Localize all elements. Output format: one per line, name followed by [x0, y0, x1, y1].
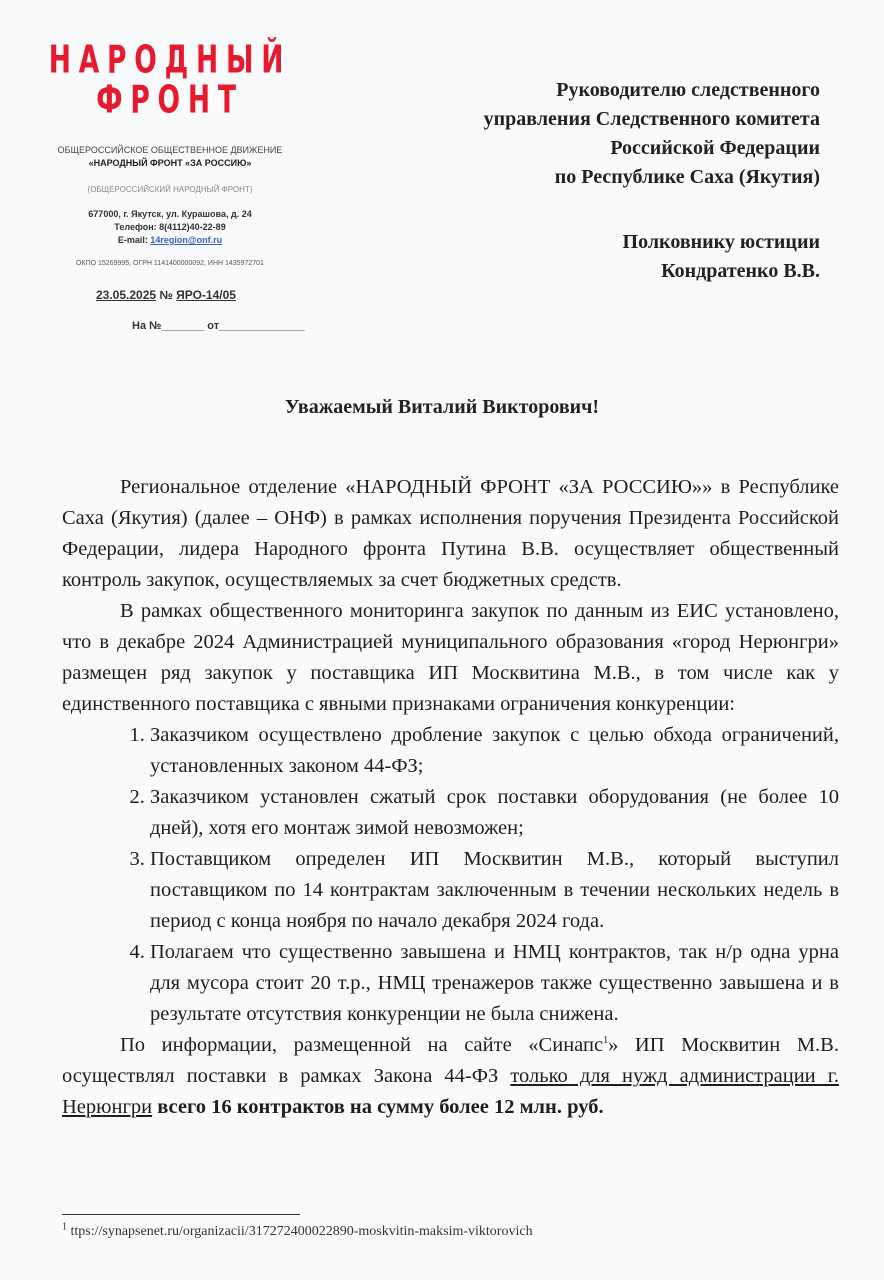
number-sign: №: [156, 288, 177, 302]
footnote-text: ttps://synapsenet.ru/organizacii/317272400022890-moskvitin-maksim-viktorovich: [67, 1224, 533, 1239]
onf-logo: [37, 37, 302, 123]
org-registry-codes: ОКПО 15269995, ОГРН 1141400000092, ИНН 1435972701: [76, 260, 264, 267]
letter-body: [62, 472, 839, 1123]
footnote-mark: 1: [62, 1221, 67, 1233]
addressee-line: управления Следственного комитета: [483, 108, 820, 130]
letterhead-org-info: [0, 144, 340, 269]
list-item: 1. Заказчиком осуществлено дробление закупок с целью обхода ограничений, установленных законом 44-ФЗ;: [150, 720, 839, 782]
list-item: 2. Заказчиком установлен сжатый срок поставки оборудования (не более 10 дней), хотя его монтаж зимой невозможен;: [150, 782, 839, 844]
org-address: 677000, г. Якутск, ул. Курашова, д. 24: [88, 209, 252, 219]
reply-reference-line: На №_______ от______________: [132, 320, 305, 332]
email-label: E-mail:: [117, 235, 151, 245]
addressee-name: Кондратенко В.В.: [661, 260, 820, 282]
org-email-line: [0, 234, 340, 247]
list-item: 4. Полагаем что существенно завышена и НМЦ контрактов, так н/р одна урна для мусора стоит 20 т.р., НМЦ тренажеров также существенно завышена и в результате отсутствия конкуренции не была снижена.: [150, 937, 839, 1030]
logo-line-1: НАРОДНЫЙ: [48, 37, 292, 83]
p3-underlined: только для нужд администрации г. Нерюнгри: [62, 1065, 839, 1118]
logo-line-2: ФРОНТ: [96, 77, 244, 123]
list-item: 3. Поставщиком определен ИП Москвитин М.В., который выступил поставщиком по 14 контрактам заключенным в течении нескольких недель в период с конца ноября по начало декабря 2024 года.: [150, 844, 839, 937]
findings-list: [62, 720, 839, 1030]
addressee-rank: Полковнику юстиции: [622, 231, 820, 253]
letter-number: ЯРО-14/05: [176, 288, 236, 302]
org-type: ОБЩЕРОССИЙСКОЕ ОБЩЕСТВЕННОЕ ДВИЖЕНИЕ: [57, 145, 283, 155]
outgoing-reg-number: [96, 288, 236, 302]
footnote-separator: [62, 1214, 300, 1215]
addressee-line: по Республике Саха (Якутия): [554, 166, 820, 188]
addressee-line: Российской Федерации: [610, 137, 820, 159]
p3-bold: всего 16 контрактов на сумму более 12 млн. руб.: [157, 1096, 604, 1118]
addressee-block: [484, 76, 820, 286]
letter-date: 23.05.2025: [96, 288, 157, 302]
addressee-line: Руководителю следственного: [556, 79, 820, 101]
paragraph-1: Региональное отделение «НАРОДНЫЙ ФРОНТ «ЗА РОССИЮ»» в Республике Саха (Якутия) (далее – ОНФ) в рамках исполнения поручения Президента Российской Федерации, лидера Народного фронта Путина В.В. осуществляет общественный контроль закупок, осуществляемых за счет бюджетных средств.: [62, 476, 839, 591]
email-link[interactable]: 14region@onf.ru: [150, 235, 223, 245]
org-short-name: (ОБЩЕРОССИЙСКИЙ НАРОДНЫЙ ФРОНТ): [87, 185, 253, 194]
paragraph-2: В рамках общественного мониторинга закупок по данным из ЕИС установлено, что в декабре 2024 Администрацией муниципального образования «город Нерюнгри» размещен ряд закупок у поставщика ИП Москвитина М.В., в том числе как у единственного поставщика с явными признаками ограничения конкуренции:: [62, 600, 839, 715]
paragraph-3: [62, 1030, 839, 1123]
org-phone: Телефон: 8(4112)40-22-89: [114, 222, 226, 232]
footnote: [62, 1221, 533, 1240]
p3-text: » ИП Москвитин М.В. осуществлял поставки в рамках Закона 44-ФЗ: [62, 1034, 839, 1087]
p3-text: По информации, размещенной на сайте «Синапс: [120, 1034, 604, 1056]
footnote-ref: 1: [603, 1035, 609, 1047]
org-name: «НАРОДНЫЙ ФРОНТ «ЗА РОССИЮ»: [88, 158, 252, 168]
salutation: Уважаемый Виталий Викторович!: [284, 396, 600, 418]
